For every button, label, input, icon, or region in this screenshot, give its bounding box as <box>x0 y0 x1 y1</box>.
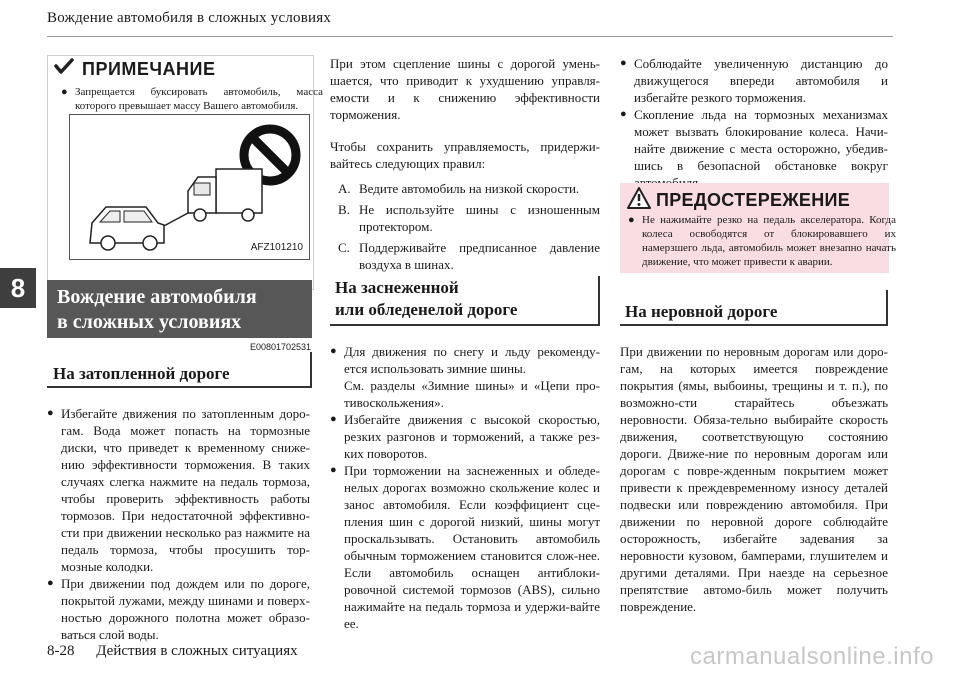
rule-label: A. <box>338 181 351 196</box>
subhead-bracket-h <box>620 324 888 326</box>
flooded-text <box>47 405 310 643</box>
middle-paragraph-1: При этом сцепление шины с дорогой умень-шается, что приводит к ухудшению управля-емости и к снижению эффективности торможения. <box>330 56 600 122</box>
snow-title-line2: или обледенелой дороге <box>335 300 518 319</box>
rough-title: На неровной дороге <box>625 302 778 321</box>
note-header <box>48 56 215 82</box>
subhead-bracket-v <box>598 276 600 326</box>
note-title: ПРИМЕЧАНИЕ <box>82 58 216 79</box>
section-title-line2: в сложных условиях <box>57 311 242 333</box>
snow-title-line1: На заснеженной <box>335 278 459 297</box>
right-text <box>620 55 888 191</box>
warning-title: ПРЕДОСТЕРЕЖЕНИЕ <box>656 190 851 210</box>
towing-drawing <box>70 115 309 259</box>
snow-bullet-2: ● Избегайте движения с высокой скоростью, резких разгонов и торможений, а также рез-ких поворотов. <box>330 411 600 462</box>
middle-text <box>330 55 600 273</box>
middle-paragraph-2: Чтобы сохранить управляемость, придержи-вайтесь следующих правил: <box>330 139 600 171</box>
subhead-bracket-v <box>886 290 888 326</box>
rule-label: B. <box>338 202 350 217</box>
footer-section: Действия в сложных ситуациях <box>96 643 298 659</box>
rule-text: Ведите автомобиль на низкой скорости. <box>359 181 580 196</box>
illustration-code: AFZ101210 <box>250 242 303 253</box>
section-title <box>47 280 312 338</box>
snow-bullet-1-text: ● Для движения по снегу и льду рекоменду-ется использовать зимние шины. <box>344 344 600 376</box>
rule-item <box>338 180 600 197</box>
subhead-bracket-v <box>310 352 312 388</box>
watermark: carmanualsonline.info <box>690 643 934 670</box>
page-footer <box>47 643 298 660</box>
snow-title <box>335 277 517 321</box>
rule-item <box>338 201 600 235</box>
snow-bullet-1-ref: См. разделы «Зимние шины» и «Цепи про-тивоскольжения». <box>344 378 600 410</box>
section-title-line1: Вождение автомобиля <box>57 286 257 308</box>
flooded-bullet-2: ● При движении под дождем или по дороге, покрытой лужами, между шинами и поверх-ностью дорожного полотна может образо-ваться слой воды. <box>47 575 310 643</box>
flooded-title: На затопленной дороге <box>53 364 230 383</box>
snow-bullet-3: ● При торможении на заснеженных и обледе-нелых дорогах возможно скольжение колес и занос автомобиля. Если коэффициент сце-пления шин с дорогой низкий, шины могут проскальзывать. Остановить автомобиль обычным торможением становится слож-нее. Если автомобиль оснащен антиблоки-ровочной системой тормозов (ABS), сильно нажимайте на педаль тормоза и удержи-вайте ее. <box>330 462 600 632</box>
right-bullet-1: ● Соблюдайте увеличенную дистанцию до движущегося впереди автомобиля и избегайте резкого торможения. <box>620 55 888 106</box>
check-icon <box>54 58 74 81</box>
towing-illustration <box>69 114 310 260</box>
warning-text: ● Не нажимайте резко на педаль акселератора. Когда колеса освободятся от блокировавшего их намерзшего льда, автомобиль может внезапно начать движение, что может привести к аварии. <box>628 213 896 269</box>
right-bullet-2: ● Скопление льда на тормозных механизмах может вызвать блокирование колеса. Начи-найте движение с места осторожно, убедив-шись в безопасной обстановке вокруг <box>620 106 888 191</box>
warning-triangle-icon <box>626 186 652 215</box>
note-text: ● Запрещается буксировать автомобиль, масса которого превышает массу Вашего автомобиля. <box>61 85 323 113</box>
chapter-tab: 8 <box>0 268 36 308</box>
warning-box <box>620 183 896 273</box>
section-code: E00801702531 <box>250 342 312 352</box>
rule-label: C. <box>338 240 350 255</box>
rule-text: Не используйте шины с изношенным протектором. <box>359 202 600 234</box>
snow-bullet-1 <box>330 343 600 411</box>
rough-text: При движении по неровным дорогам или доро-гам, на которых имеется повреждение покрытия (ямы, выбоины, трещины и т. п.), по возможно-сти старайтесь объезжать неровности. Обяза-тельно выбирайте скорость движения, соответствующую состоянию дороги. Движе-ние по неровным дорогам или дорогам с повре-жденным покрытием может привести к преждевременному износу деталей подвески или повреждению автомобиля. При движении по неровной дороге соблюдайте осторожность, избегайте задевания за неровности кузовом, бамперами, глушителем и другими деталями. При наезде на серьезное препятствие автомо-биль может получить повреждение. <box>620 344 888 614</box>
subhead-bracket-h <box>47 386 312 388</box>
warning-header <box>626 186 850 215</box>
rule-text: Поддерживайте предписанное давление воздуха в шинах. <box>359 240 600 272</box>
snow-text <box>330 343 600 632</box>
flooded-bullet-1: ● Избегайте движения по затопленным доро-гам. Вода может попасть на тормозные диски, что приведет к временному сниже-нию эффективности торможения. В таких случаях слегка нажмите на педаль тормоза, чтобы проверить эффективность работы тормозов. При недостаточной эффективно-сти при движении несколько раз нажмите на педаль тормоза, чтобы просушить тор-мозные колодки. <box>47 405 310 575</box>
rules-list <box>330 180 600 273</box>
header-rule <box>47 36 893 37</box>
subhead-bracket-h <box>330 324 600 326</box>
page-number: 8-28 <box>47 643 75 659</box>
page-header-title: Вождение автомобиля в сложных условиях <box>47 10 332 26</box>
rule-item <box>338 239 600 273</box>
